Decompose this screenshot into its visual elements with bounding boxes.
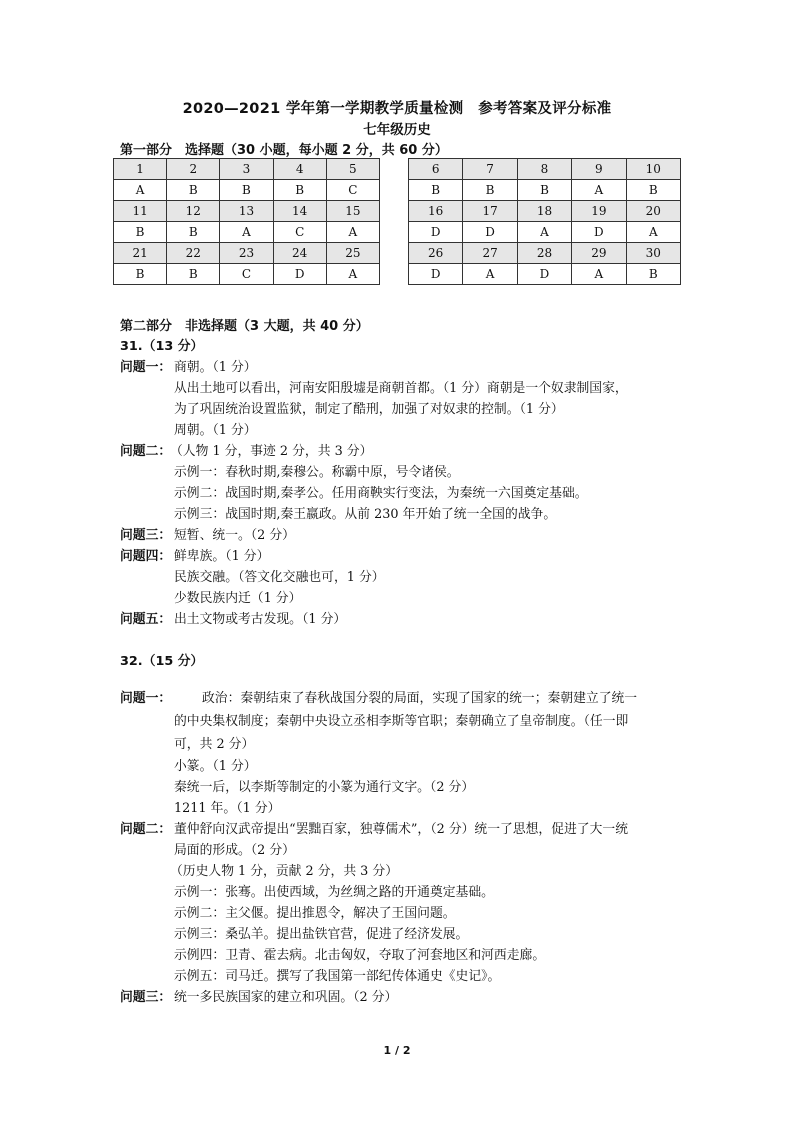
q32-q1-label: 问题一：	[120, 691, 172, 706]
answer-table-row	[114, 201, 380, 222]
q32-q2-label: 问题二：	[120, 822, 172, 837]
question-number-cell: 17	[463, 201, 517, 222]
answer-cell: D	[463, 222, 517, 243]
answer-cell: A	[114, 180, 167, 201]
question-number-cell: 29	[572, 243, 626, 264]
answer-cell: B	[114, 222, 167, 243]
q31-q1-label: 问题一：	[120, 360, 172, 375]
q32-q3-label: 问题三：	[120, 990, 172, 1005]
q31-title: 31.（13 分）	[120, 339, 204, 354]
page-number: 1 / 2	[383, 1044, 411, 1057]
answer-table-row	[409, 264, 681, 285]
question-number-cell: 4	[273, 159, 326, 180]
question-number-cell: 9	[572, 159, 626, 180]
question-number-cell: 10	[626, 159, 680, 180]
q32-q2-line4: 示例一：张骞。出使西域，为丝绸之路的开通奠定基础。	[174, 885, 494, 900]
q32-q1-line1: 政治：秦朝结束了春秋战国分裂的局面，实现了国家的统一；秦朝建立了统一	[202, 691, 638, 706]
answer-cell: B	[167, 222, 220, 243]
answer-table-row	[409, 201, 681, 222]
q32-q2-line6: 示例三：桑弘羊。提出盐铁官营，促进了经济发展。	[174, 927, 469, 942]
answer-table-row	[409, 159, 681, 180]
question-number-cell: 7	[463, 159, 517, 180]
question-number-cell: 12	[167, 201, 220, 222]
question-number-cell: 3	[220, 159, 273, 180]
answer-table-row	[114, 243, 380, 264]
answer-table-row	[409, 222, 681, 243]
q31-q2-line3: 示例二：战国时期,秦孝公。任用商鞅实行变法，为秦统一六国奠定基础。	[174, 486, 588, 501]
page-title: 2020—2021 学年第一学期教学质量检测 参考答案及评分标准	[182, 101, 612, 117]
answer-table-row	[114, 264, 380, 285]
answer-cell: B	[409, 180, 463, 201]
answer-cell: C	[273, 222, 326, 243]
q32-q1-line6: 1211 年。（1 分）	[174, 801, 281, 816]
question-number-cell: 2	[167, 159, 220, 180]
answer-cell: C	[220, 264, 273, 285]
answer-table-left	[113, 158, 380, 285]
question-number-cell: 15	[326, 201, 379, 222]
answer-cell: A	[626, 222, 680, 243]
question-number-cell: 13	[220, 201, 273, 222]
question-number-cell: 16	[409, 201, 463, 222]
answer-cell: D	[572, 222, 626, 243]
q31-q1-line3: 为了巩固统治设置监狱，制定了酷刑，加强了对奴隶的控制。（1 分）	[174, 402, 564, 417]
part2-heading: 第二部分 非选择题（3 大题，共 40 分）	[120, 319, 369, 334]
answer-cell: B	[220, 180, 273, 201]
question-number-cell: 18	[517, 201, 571, 222]
q31-q3-label: 问题三：	[120, 528, 172, 543]
q32-title: 32.（15 分）	[120, 654, 204, 669]
answer-cell: D	[409, 222, 463, 243]
answer-cell: B	[626, 264, 680, 285]
question-number-cell: 6	[409, 159, 463, 180]
answer-cell: A	[463, 264, 517, 285]
answer-cell: C	[326, 180, 379, 201]
q31-q4-line3: 少数民族内迁（1 分）	[174, 591, 302, 606]
question-number-cell: 19	[572, 201, 626, 222]
part1-heading: 第一部分 选择题（30 小题，每小题 2 分，共 60 分）	[120, 143, 448, 158]
answer-table-row	[114, 222, 380, 243]
answer-cell: B	[167, 264, 220, 285]
q32-q1-line3: 可，共 2 分）	[174, 737, 255, 752]
question-number-cell: 27	[463, 243, 517, 264]
question-number-cell: 22	[167, 243, 220, 264]
answer-cell: B	[626, 180, 680, 201]
answer-cell: A	[326, 222, 379, 243]
q32-q1-line2: 的中央集权制度；秦朝中央设立丞相李斯等官职；秦朝确立了皇帝制度。（任一即	[174, 714, 629, 729]
question-number-cell: 20	[626, 201, 680, 222]
answer-cell: A	[572, 180, 626, 201]
answer-cell: A	[572, 264, 626, 285]
answer-cell: B	[114, 264, 167, 285]
answer-cell: B	[517, 180, 571, 201]
q32-q2-line5: 示例二：主父偃。提出推恩令，解决了王国问题。	[174, 906, 456, 921]
q32-q2-line1: 董仲舒向汉武帝提出“罢黜百家，独尊儒术”，（2 分）统一了思想，促进了大一统	[174, 822, 628, 837]
question-number-cell: 8	[517, 159, 571, 180]
question-number-cell: 26	[409, 243, 463, 264]
answer-cell: D	[273, 264, 326, 285]
question-number-cell: 25	[326, 243, 379, 264]
q31-q2-line1: （人物 1 分，事迹 2 分，共 3 分）	[170, 444, 373, 459]
answer-table-row	[114, 180, 380, 201]
q31-q3-line1: 短暂、统一。（2 分）	[174, 528, 295, 543]
q31-q2-label: 问题二：	[120, 444, 172, 459]
question-number-cell: 23	[220, 243, 273, 264]
question-number-cell: 14	[273, 201, 326, 222]
q32-q2-line8: 示例五：司马迁。撰写了我国第一部纪传体通史《史记》。	[174, 969, 501, 984]
question-number-cell: 30	[626, 243, 680, 264]
q32-q2-line2: 局面的形成。（2 分）	[174, 843, 295, 858]
question-number-cell: 5	[326, 159, 379, 180]
question-number-cell: 1	[114, 159, 167, 180]
answer-table-row	[114, 159, 380, 180]
q31-q1-line4: 周朝。（1 分）	[174, 423, 257, 438]
answer-cell: A	[517, 222, 571, 243]
q31-q4-line1: 鲜卑族。（1 分）	[174, 549, 270, 564]
q31-q2-line2: 示例一：春秋时期,秦穆公。称霸中原，号令诸侯。	[174, 465, 460, 480]
q31-q1-line2: 从出土地可以看出，河南安阳殷墟是商朝首都。（1 分）商朝是一个奴隶制国家，	[174, 381, 628, 396]
question-number-cell: 21	[114, 243, 167, 264]
answer-cell: B	[273, 180, 326, 201]
q32-q2-line7: 示例四：卫青、霍去病。北击匈奴，夺取了河套地区和河西走廊。	[174, 948, 546, 963]
q32-q2-line3: （历史人物 1 分，贡献 2 分，共 3 分）	[170, 864, 398, 879]
question-number-cell: 24	[273, 243, 326, 264]
q32-q3-line1: 统一多民族国家的建立和巩固。（2 分）	[174, 990, 398, 1005]
answer-table-row	[409, 243, 681, 264]
q31-q4-line2: 民族交融。（答文化交融也可，1 分）	[174, 570, 385, 585]
page-subtitle: 七年级历史	[363, 122, 431, 138]
answer-cell: A	[326, 264, 379, 285]
q31-q5-line1: 出土文物或考古发现。（1 分）	[174, 612, 347, 627]
q31-q4-label: 问题四：	[120, 549, 172, 564]
answer-table-right	[408, 158, 681, 285]
question-number-cell: 28	[517, 243, 571, 264]
q31-q1-line1: 商朝。（1 分）	[174, 360, 257, 375]
q32-q1-line4: 小篆。（1 分）	[174, 759, 257, 774]
answer-cell: A	[220, 222, 273, 243]
q32-q1-line5: 秦统一后，以李斯等制定的小篆为通行文字。（2 分）	[174, 780, 475, 795]
answer-table-row	[409, 180, 681, 201]
q31-q2-line4: 示例三：战国时期,秦王嬴政。从前 230 年开始了统一全国的战争。	[174, 507, 557, 522]
answer-cell: D	[409, 264, 463, 285]
question-number-cell: 11	[114, 201, 167, 222]
answer-cell: B	[463, 180, 517, 201]
q31-q5-label: 问题五：	[120, 612, 172, 627]
answer-cell: B	[167, 180, 220, 201]
answer-cell: D	[517, 264, 571, 285]
